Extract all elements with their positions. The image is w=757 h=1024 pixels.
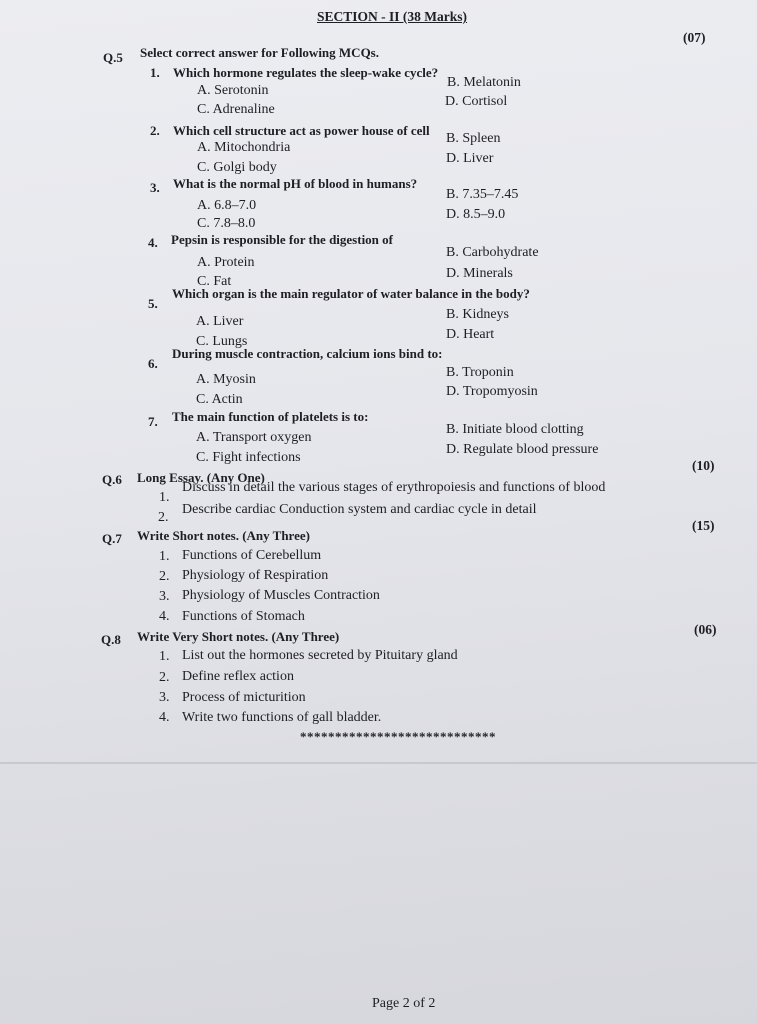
q7-item-1-number: 1.: [159, 549, 170, 564]
mcq-4-option-b: B. Carbohydrate: [446, 245, 539, 260]
q8-item-4-number: 4.: [159, 710, 170, 725]
section-title: SECTION - II (38 Marks): [317, 9, 468, 24]
q7-heading: Write Short notes. (Any Three): [137, 528, 310, 543]
mcq-6-question: During muscle contraction, calcium ions bind to:: [172, 346, 443, 361]
mcq-3-option-b: B. 7.35–7.45: [446, 187, 519, 202]
mcq-7-question: The main function of platelets is to:: [172, 409, 369, 424]
q6-item-2-number: 2.: [158, 510, 169, 525]
mcq-3-question: What is the normal pH of blood in humans?: [173, 176, 418, 191]
mcq-1-option-c: C. Adrenaline: [197, 102, 275, 117]
q7-number: Q.7: [102, 531, 122, 546]
mcq-5-number: 5.: [148, 296, 158, 311]
mcq-7-option-d: D. Regulate blood pressure: [446, 442, 599, 457]
q7-item-4-number: 4.: [159, 609, 170, 624]
q7-item-2-number: 2.: [159, 569, 170, 584]
mcq-2-number: 2.: [150, 123, 160, 138]
mcq-3-number: 3.: [150, 180, 160, 195]
mcq-4-option-c: C. Fat: [197, 274, 232, 289]
q8-item-2-text: Define reflex action: [182, 669, 294, 684]
q7-item-1-text: Functions of Cerebellum: [182, 548, 322, 563]
q8-item-1-text: List out the hormones secreted by Pituitary gland: [182, 648, 458, 663]
q8-item-4-text: Write two functions of gall bladder.: [182, 710, 382, 725]
q8-item-3-number: 3.: [159, 690, 170, 705]
q6-item-1-text: Discuss in detail the various stages of erythropoiesis and functions of blood: [182, 480, 606, 495]
q7-marks: (15): [692, 518, 715, 533]
mcq-1-option-b: B. Melatonin: [447, 75, 521, 90]
mcq-6-option-c: C. Actin: [196, 392, 243, 407]
q8-number: Q.8: [101, 632, 121, 647]
q6-heading: Long Essay. (Any One): [137, 470, 265, 485]
mcq-6-number: 6.: [148, 356, 158, 371]
q7-item-3-text: Physiology of Muscles Contraction: [182, 588, 380, 603]
q7-item-2-text: Physiology of Respiration: [182, 568, 329, 583]
mcq-1-question: Which hormone regulates the sleep-wake cycle?: [173, 65, 439, 80]
q8-item-2-number: 2.: [159, 670, 170, 685]
mcq-5-option-b: B. Kidneys: [446, 307, 509, 322]
mcq-7-option-b: B. Initiate blood clotting: [446, 422, 584, 437]
mcq-2-option-a: A. Mitochondria: [197, 140, 291, 155]
mcq-1-option-a: A. Serotonin: [197, 83, 269, 98]
mcq-5-option-a: A. Liver: [196, 314, 244, 329]
q8-item-3-text: Process of micturition: [182, 690, 306, 705]
mcq-7-option-a: A. Transport oxygen: [196, 430, 312, 445]
mcq-3-option-d: D. 8.5–9.0: [446, 207, 506, 222]
mcq-7-number: 7.: [148, 414, 158, 429]
mcq-4-option-d: D. Minerals: [446, 266, 513, 281]
end-marker: ****************************: [300, 729, 496, 744]
q7-item-4-text: Functions of Stomach: [182, 609, 305, 624]
q8-marks: (06): [694, 622, 717, 637]
mcq-5-question: Which organ is the main regulator of water balance in the body?: [172, 286, 530, 301]
q5-marks: (07): [683, 30, 706, 45]
mcq-6-option-d: D. Tropomyosin: [446, 384, 538, 399]
q6-marks: (10): [692, 458, 715, 473]
mcq-6-option-a: A. Myosin: [196, 372, 256, 387]
q5-number: Q.5: [103, 50, 123, 65]
mcq-1-option-d: D. Cortisol: [445, 94, 508, 109]
q6-item-1-number: 1.: [159, 490, 170, 505]
mcq-2-option-d: D. Liver: [446, 151, 494, 166]
q6-item-2-text: Describe cardiac Conduction system and cardiac cycle in detail: [182, 502, 537, 517]
mcq-1-number: 1.: [150, 65, 160, 80]
mcq-4-option-a: A. Protein: [197, 255, 255, 270]
mcq-4-question: Pepsin is responsible for the digestion of: [171, 232, 393, 247]
mcq-2-question: Which cell structure act as power house of cell: [173, 123, 430, 138]
mcq-5-option-c: C. Lungs: [196, 334, 248, 349]
mcq-2-option-c: C. Golgi body: [197, 160, 277, 175]
mcq-6-option-b: B. Troponin: [446, 365, 514, 380]
mcq-3-option-c: C. 7.8–8.0: [197, 216, 256, 231]
mcq-5-option-d: D. Heart: [446, 327, 495, 342]
mcq-7-option-c: C. Fight infections: [196, 450, 301, 465]
q6-number: Q.6: [102, 472, 122, 487]
mcq-4-number: 4.: [148, 235, 158, 250]
q8-heading: Write Very Short notes. (Any Three): [137, 629, 340, 644]
page-number: Page 2 of 2: [372, 996, 436, 1011]
q5-prompt: Select correct answer for Following MCQs.: [140, 45, 379, 60]
q8-item-1-number: 1.: [159, 649, 170, 664]
q7-item-3-number: 3.: [159, 589, 170, 604]
paper-fold: [0, 762, 757, 764]
mcq-2-option-b: B. Spleen: [446, 131, 501, 146]
mcq-3-option-a: A. 6.8–7.0: [197, 198, 257, 213]
